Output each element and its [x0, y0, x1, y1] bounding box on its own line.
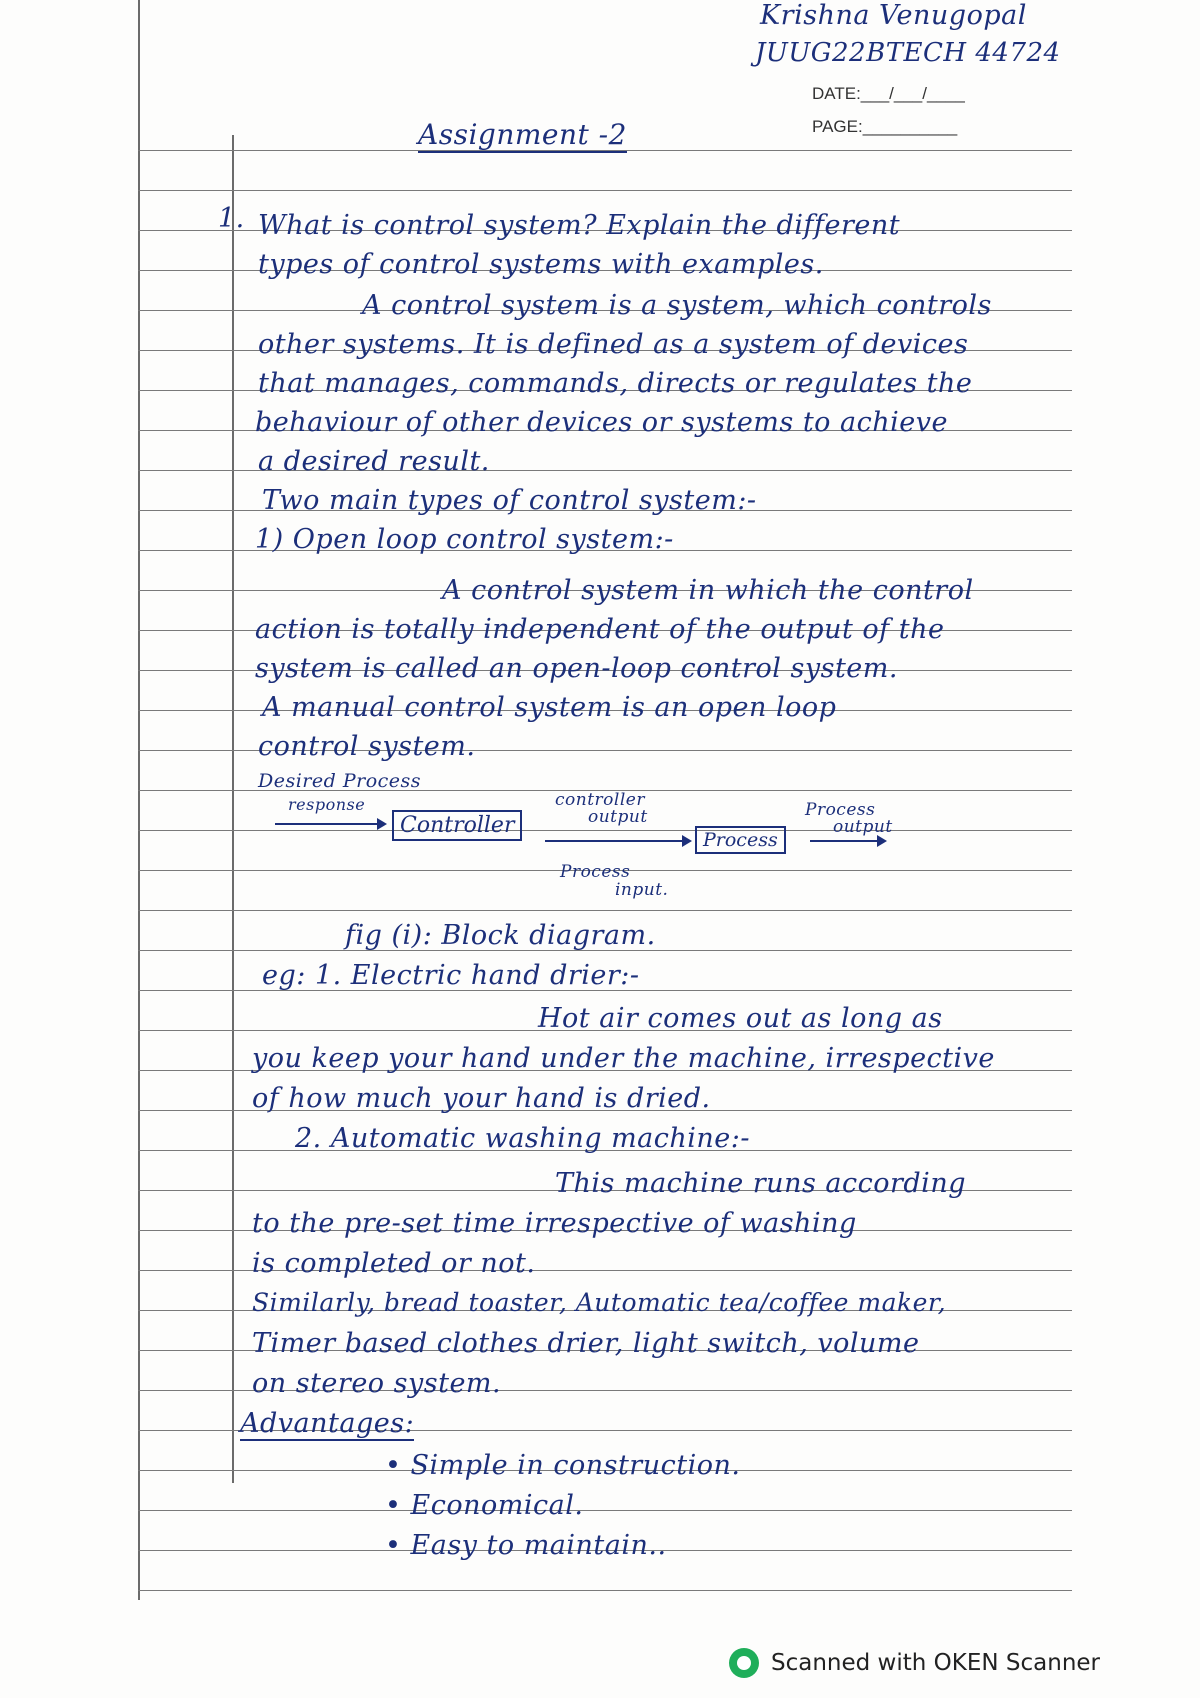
- ruled-line: [138, 910, 1072, 911]
- example-2-line-1: This machine runs according: [555, 1168, 966, 1199]
- answer-line-11: A manual control system is an open loop: [262, 692, 837, 723]
- answer-line-3: that manages, commands, directs or regulates the: [258, 368, 973, 399]
- student-name: Krishna Venugopal: [760, 0, 1027, 31]
- controller-to-process-arrow: [545, 840, 690, 842]
- controller-block: Controller: [392, 810, 522, 841]
- example-1-line-3: of how much your hand is dried.: [252, 1083, 711, 1114]
- process-block: Process: [695, 826, 786, 854]
- answer-line-10: system is called an open-loop control system.: [255, 653, 898, 684]
- margin-line: [232, 135, 234, 1483]
- answer-line-12: control system.: [258, 731, 476, 762]
- advantages-heading: Advantages:: [240, 1408, 415, 1439]
- example-2-heading: 2. Automatic washing machine:-: [295, 1123, 751, 1154]
- process-input-label-2: input.: [615, 880, 669, 900]
- answer-line-4: behaviour of other devices or systems to achieve: [255, 407, 948, 438]
- controller-output-label-1: controller: [555, 790, 645, 810]
- date-label: DATE:___/___/____: [812, 84, 965, 103]
- question-line-2: types of control systems with examples.: [258, 249, 824, 280]
- answer-line-9: action is totally independent of the output of the: [255, 614, 945, 645]
- types-heading: Two main types of control system:-: [262, 485, 757, 516]
- advantage-item-2-text: Economical.: [410, 1490, 584, 1521]
- diagram-response-label: response: [288, 795, 366, 814]
- open-loop-heading: 1) Open loop control system:-: [255, 524, 674, 555]
- similar-examples-line-2: Timer based clothes drier, light switch, volume: [252, 1328, 920, 1359]
- controller-output-label-2: output: [588, 807, 648, 827]
- advantage-item-3-text: Easy to maintain..: [410, 1530, 667, 1561]
- similar-examples-line-1: Similarly, bread toaster, Automatic tea/coffee maker,: [252, 1288, 947, 1317]
- ruled-line: [138, 1590, 1072, 1591]
- diagram-caption: fig (i): Block diagram.: [345, 920, 656, 951]
- advantage-item-3: • Easy to maintain..: [385, 1530, 667, 1561]
- example-1-line-2: you keep your hand under the machine, irrespective: [252, 1043, 995, 1074]
- example-1-heading: eg: 1. Electric hand drier:-: [262, 960, 640, 991]
- example-2-line-3: is completed or not.: [252, 1248, 536, 1279]
- diagram-desired-label: Desired Process: [258, 770, 422, 792]
- answer-line-2: other systems. It is defined as a system of devices: [258, 329, 969, 360]
- left-page-edge-line: [138, 0, 140, 1600]
- example-1-line-1: Hot air comes out as long as: [538, 1003, 943, 1034]
- process-input-label-1: Process: [560, 862, 631, 882]
- scanner-watermark: [729, 1648, 1100, 1678]
- process-output-label-1: Process: [805, 800, 876, 820]
- similar-examples-line-3: on stereo system.: [252, 1368, 502, 1399]
- scanner-text: Scanned with OKEN Scanner: [771, 1650, 1100, 1676]
- answer-line-5: a desired result.: [258, 446, 490, 477]
- example-2-line-2: to the pre-set time irrespective of washing: [252, 1208, 857, 1239]
- input-arrow: [275, 823, 385, 825]
- advantage-item-1-text: Simple in construction.: [410, 1450, 741, 1481]
- advantage-item-1: • Simple in construction.: [385, 1450, 741, 1481]
- ruled-line: [138, 190, 1072, 191]
- advantage-item-2: • Economical.: [385, 1490, 584, 1521]
- ruled-line: [138, 1510, 1072, 1511]
- answer-line-8: A control system in which the control: [442, 575, 974, 606]
- oken-scanner-logo-icon: [729, 1648, 759, 1678]
- answer-line-1: A control system is a system, which controls: [362, 290, 992, 321]
- ruled-line: [138, 830, 1072, 831]
- assignment-title: Assignment -2: [418, 118, 627, 151]
- question-number: 1.: [218, 203, 245, 234]
- process-output-label-2: output: [833, 817, 893, 837]
- page-label: PAGE:__________: [812, 117, 958, 136]
- output-arrow: [810, 840, 885, 842]
- question-line-1: What is control system? Explain the different: [258, 210, 901, 241]
- roll-number: JUUG22BTECH 44724: [755, 38, 1061, 68]
